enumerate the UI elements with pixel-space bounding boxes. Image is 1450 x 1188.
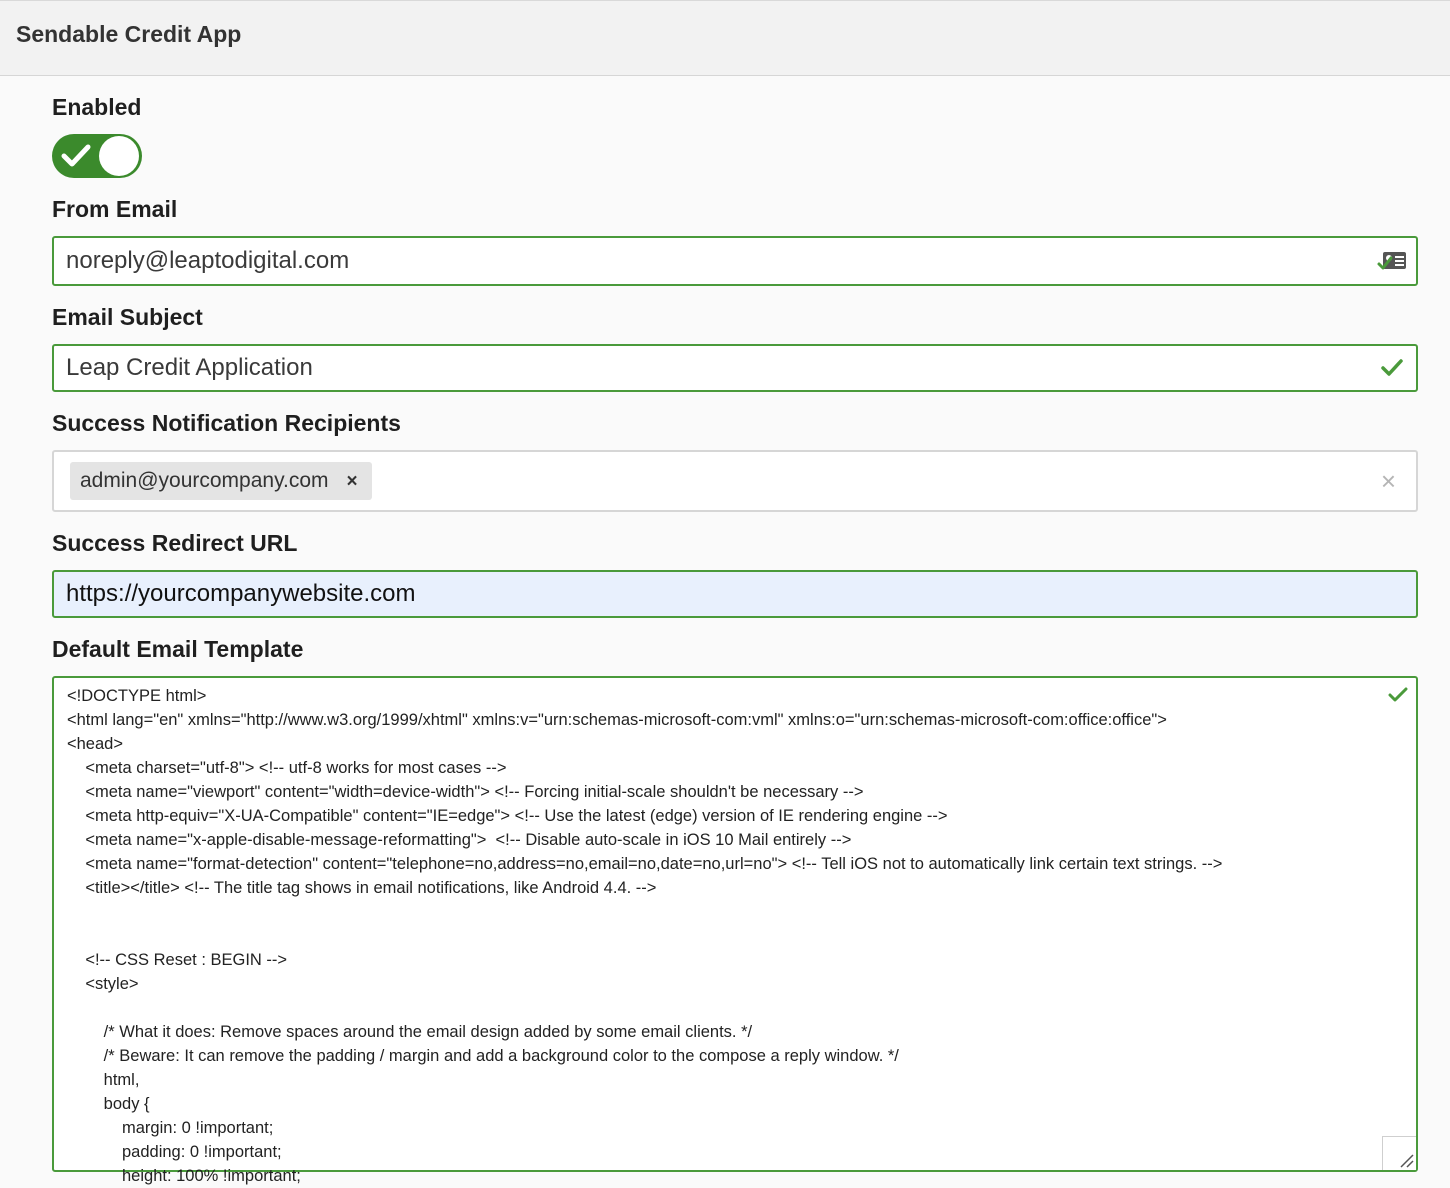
resize-handle[interactable]: [1382, 1136, 1416, 1170]
enabled-label: Enabled: [52, 94, 142, 120]
enabled-toggle[interactable]: [52, 134, 142, 178]
valid-check-icon: [1388, 686, 1408, 704]
from-email-field[interactable]: [52, 236, 1418, 286]
recipient-tag-text: admin@yourcompany.com: [80, 469, 329, 492]
app-header: [0, 0, 1450, 76]
from-email-label: From Email: [52, 196, 178, 222]
toggle-knob: [99, 136, 139, 176]
app-title: Sendable Credit App: [16, 21, 242, 47]
template-label: Default Email Template: [52, 636, 304, 662]
from-email-value: noreply@leaptodigital.com: [66, 247, 350, 274]
recipient-tag: [70, 462, 372, 500]
check-icon: [61, 142, 91, 170]
clear-all-icon[interactable]: ×: [1380, 466, 1396, 496]
redirect-url-field[interactable]: [52, 570, 1418, 618]
email-subject-field[interactable]: [52, 344, 1418, 392]
remove-tag-icon[interactable]: ×: [346, 470, 358, 492]
contact-card-icon[interactable]: [1378, 249, 1408, 273]
email-subject-value: Leap Credit Application: [66, 354, 313, 381]
valid-check-icon: [1380, 357, 1404, 379]
email-subject-label: Email Subject: [52, 304, 203, 330]
resize-grip-icon: [1383, 1137, 1417, 1171]
recipients-field[interactable]: [52, 450, 1418, 512]
template-code: <!DOCTYPE html> <html lang="en" xmlns="http://www.w3.org/1999/xhtml" xmlns:v="urn:schemas-microsoft-com:vml" xmlns:o="urn:schemas-microsoft-com:office:office"> <head> <meta charset="utf-8"> <!-- utf-8 works for most cases --> <meta name="viewport" content="width=device-width"> <!-- Forcing initial-scale shouldn't be necessary --> <meta http-equiv="X-UA-Compatible" content="IE=edge"> <!-- Use the latest (edge) version of IE rendering engine --> <meta name="x-apple-disable-message-reformatting"> <!-- Disable auto-scale in iOS 10 Mail entirely --> <meta name="format-detection" content="telephone=no,address=no,email=no,date=no,url=no"> <!-- Tell iOS not to automatically link certain text strings. --> <title></title> <!-- The title tag shows in email notifications, like Android 4.4. --> <!-- CSS Reset : BEGIN --> <style> /* What it does: Remove spaces around the email design added by some email clients. */ /* Beware: It can remove the padding / margin and add a background color to the compose a reply window. */ html, body { margin: 0 !important; padding: 0 !important; height: 100% !important;: [67, 687, 1223, 1185]
redirect-url-value: https://yourcompanywebsite.com: [66, 580, 416, 607]
template-textarea[interactable]: [52, 676, 1418, 1185]
recipients-label: Success Notification Recipients: [52, 410, 401, 436]
redirect-url-label: Success Redirect URL: [52, 530, 298, 556]
